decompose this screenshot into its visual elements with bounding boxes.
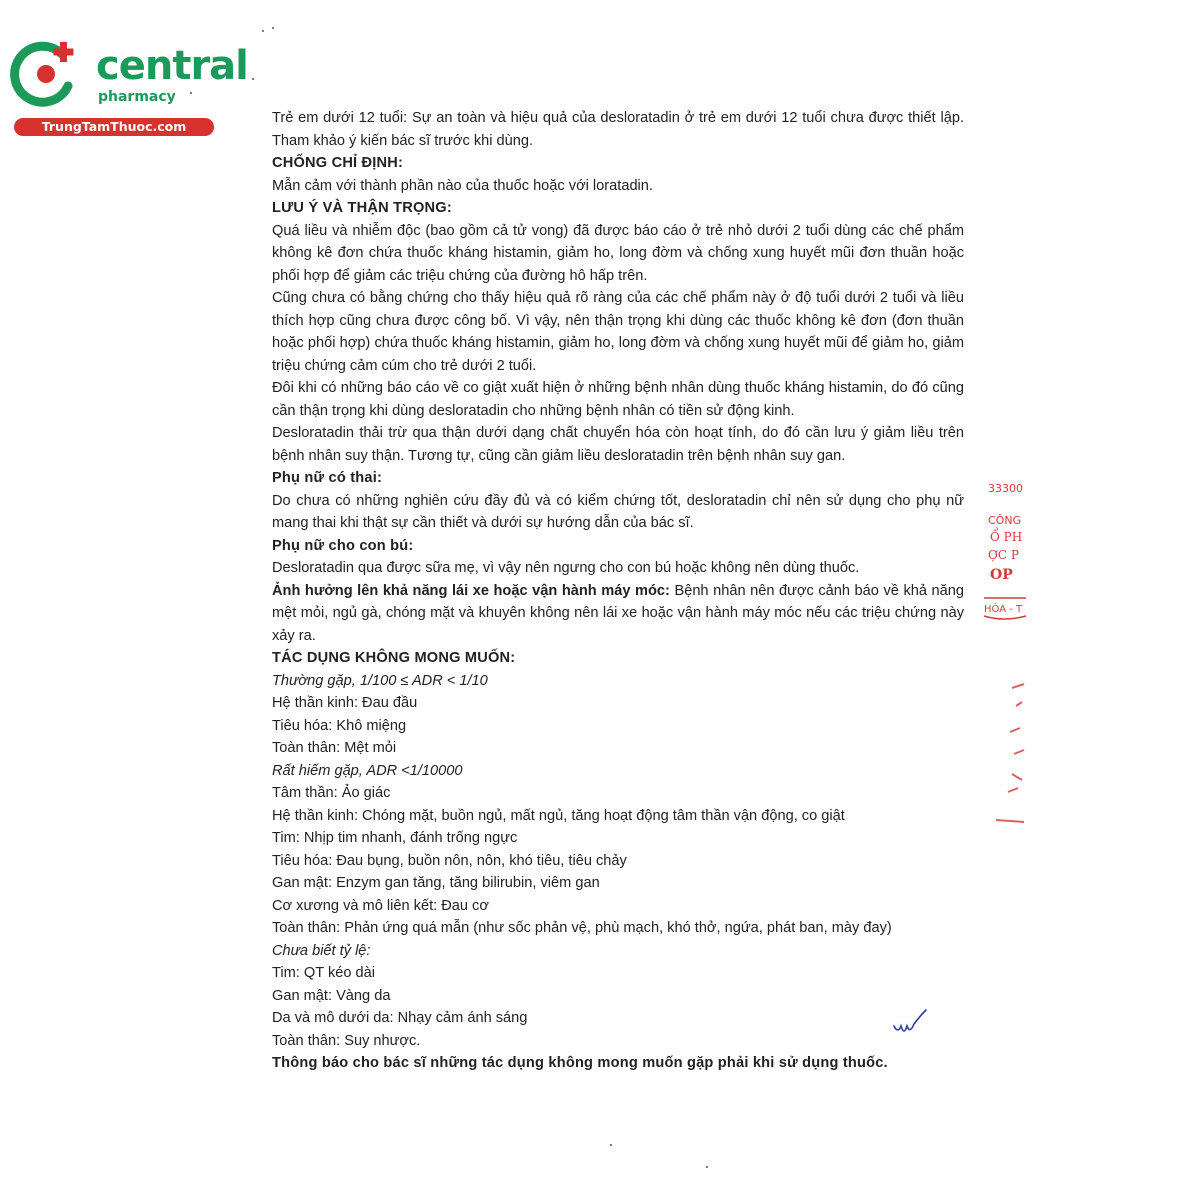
cautions-paragraph-2: Cũng chưa có bằng chứng cho thấy hiệu quả rõ ràng của các chế phẩm này ở độ tuổi dưới 2 tuổi và liều thích hợp cũng chưa được công bố. Vì vậy, nên thận trọng khi dùng các thuốc không kê đơn (đơn thuần hoặc phối hợp) chứa thuốc kháng histamin, giảm ho, long đờm và chống xung huyết mũi để giảm ho, giảm triệu chứng cảm cúm cho trẻ dưới 2 tuổi. — [272, 290, 964, 374]
signature-mark — [890, 1008, 930, 1040]
leaflet-body — [272, 107, 964, 1075]
driving-paragraph — [272, 580, 964, 648]
driving-text: Bệnh nhân nên được cảnh báo về khả năng mệt mỏi, ngủ gà, chóng mặt và khuyên không nên lái xe hoặc vận hành máy móc nếu các triệu chứng này xảy ra. — [272, 582, 964, 644]
rare-effect-item: Tim: Nhịp tim nhanh, đánh trống ngực — [272, 830, 518, 846]
stamp-fragment: ỢC P — [988, 548, 1019, 562]
rare-effect-item: Gan mật: Enzym gan tăng, tăng bilirubin, viêm gan — [272, 875, 600, 891]
company-stamp — [982, 470, 1032, 830]
common-effect-item: Toàn thân: Mệt mỏi — [272, 740, 397, 756]
rare-effect-item: Hệ thần kinh: Chóng mặt, buồn ngủ, mất ngủ, tăng hoạt động tâm thần vận động, co giật — [272, 807, 845, 824]
adverse-effects-heading: TÁC DỤNG KHÔNG MONG MUỐN: — [272, 650, 516, 666]
unknown-frequency-title: Chưa biết tỷ lệ: — [272, 942, 371, 959]
common-effects-title: Thường gặp, 1/100 ≤ ADR < 1/10 — [272, 672, 488, 689]
children-note: Trẻ em dưới 12 tuổi: Sự an toàn và hiệu quả của desloratadin ở trẻ em dưới 12 tuổi chưa được thiết lập. Tham khảo ý kiến bác sĩ trước khi dùng. — [272, 110, 964, 149]
stamp-fragment: CÔNG — [988, 514, 1022, 527]
stamp-fragment: 33300 — [988, 482, 1023, 495]
stamp-fragment: OP — [990, 567, 1013, 583]
stamp-fragment: Ổ PH — [990, 530, 1023, 544]
pregnancy-text: Do chưa có những nghiên cứu đầy đủ và có kiểm chứng tốt, desloratadin chỉ nên sử dụng cho phụ nữ mang thai khi thật sự cần thiết và dưới sự hướng dẫn của bác sĩ. — [272, 492, 964, 531]
pharmacy-logo[interactable] — [10, 36, 248, 136]
brand-subtitle: pharmacy — [98, 89, 176, 105]
unknown-effect-item: Tim: QT kéo dài — [272, 965, 375, 981]
common-effect-item: Hệ thần kinh: Đau đầu — [272, 695, 418, 711]
contraindications-text: Mẫn cảm với thành phần nào của thuốc hoặc với loratadin. — [272, 177, 653, 194]
scan-speck — [706, 1166, 708, 1168]
contraindications-heading: CHỐNG CHỈ ĐỊNH: — [272, 155, 404, 171]
common-effect-item: Tiêu hóa: Khô miệng — [272, 717, 407, 734]
scan-speck — [190, 92, 192, 94]
stamp-fragment: HÓA - T — [984, 604, 1023, 615]
cautions-paragraph-3: Đôi khi có những báo cáo về co giật xuất hiện ở những bệnh nhân dùng thuốc kháng histamin, do đó cũng cần thận trọng khi dùng desloratadin cho những bệnh nhân có tiền sử động kinh. — [272, 380, 964, 419]
cautions-paragraph-1: Quá liều và nhiễm độc (bao gồm cả tử vong) đã được báo cáo ở trẻ nhỏ dưới 2 tuổi dùng các chế phẩm không kê đơn chứa thuốc kháng histamin, giảm ho, long đờm và chống xung huyết mũi đơn thuần hoặc phối hợp để giảm các triệu chứng của đường hô hấp trên. — [272, 222, 964, 284]
nursing-heading: Phụ nữ cho con bú: — [272, 537, 414, 554]
scan-speck — [262, 30, 264, 32]
central-pharmacy-logo-icon — [10, 36, 86, 112]
pregnancy-heading: Phụ nữ có thai: — [272, 470, 383, 486]
driving-heading: Ảnh hưởng lên khả năng lái xe hoặc vận hành máy móc: — [272, 582, 670, 599]
brand-name: central — [96, 43, 248, 89]
scan-speck — [610, 1144, 612, 1146]
nursing-text: Desloratadin qua được sữa mẹ, vì vậy nên ngưng cho con bú hoặc không nên dùng thuốc. — [272, 560, 860, 576]
cautions-paragraph-4: Desloratadin thải trừ qua thận dưới dạng chất chuyển hóa còn hoạt tính, do đó cần lưu ý giảm liều trên bệnh nhân suy thận. Tương tự, cũng cần giảm liều desloratadin trên bệnh nhân suy gan. — [272, 425, 964, 464]
unknown-effect-item: Gan mật: Vàng da — [272, 987, 391, 1004]
unknown-effect-item: Da và mô dưới da: Nhạy cảm ánh sáng — [272, 1010, 528, 1026]
final-notice: Thông báo cho bác sĩ những tác dụng không mong muốn gặp phải khi sử dụng thuốc. — [272, 1055, 888, 1071]
rare-effect-item: Tâm thần: Ảo giác — [272, 785, 391, 801]
rare-effect-item: Tiêu hóa: Đau bụng, buồn nôn, nôn, khó tiêu, tiêu chảy — [272, 852, 627, 869]
rare-effect-item: Toàn thân: Phản ứng quá mẫn (như sốc phản vệ, phù mạch, khó thở, ngứa, phát ban, mày đay) — [272, 920, 892, 936]
rare-effect-item: Cơ xương và mô liên kết: Đau cơ — [272, 897, 489, 914]
scan-speck — [252, 78, 254, 80]
cautions-heading: LƯU Ý VÀ THẬN TRỌNG: — [272, 200, 452, 216]
unknown-effect-item: Toàn thân: Suy nhược. — [272, 1032, 421, 1049]
brand-site-link[interactable]: TrungTamThuoc.com — [14, 118, 214, 136]
scan-speck — [272, 27, 274, 29]
rare-effects-title: Rất hiếm gặp, ADR <1/10000 — [272, 762, 463, 779]
